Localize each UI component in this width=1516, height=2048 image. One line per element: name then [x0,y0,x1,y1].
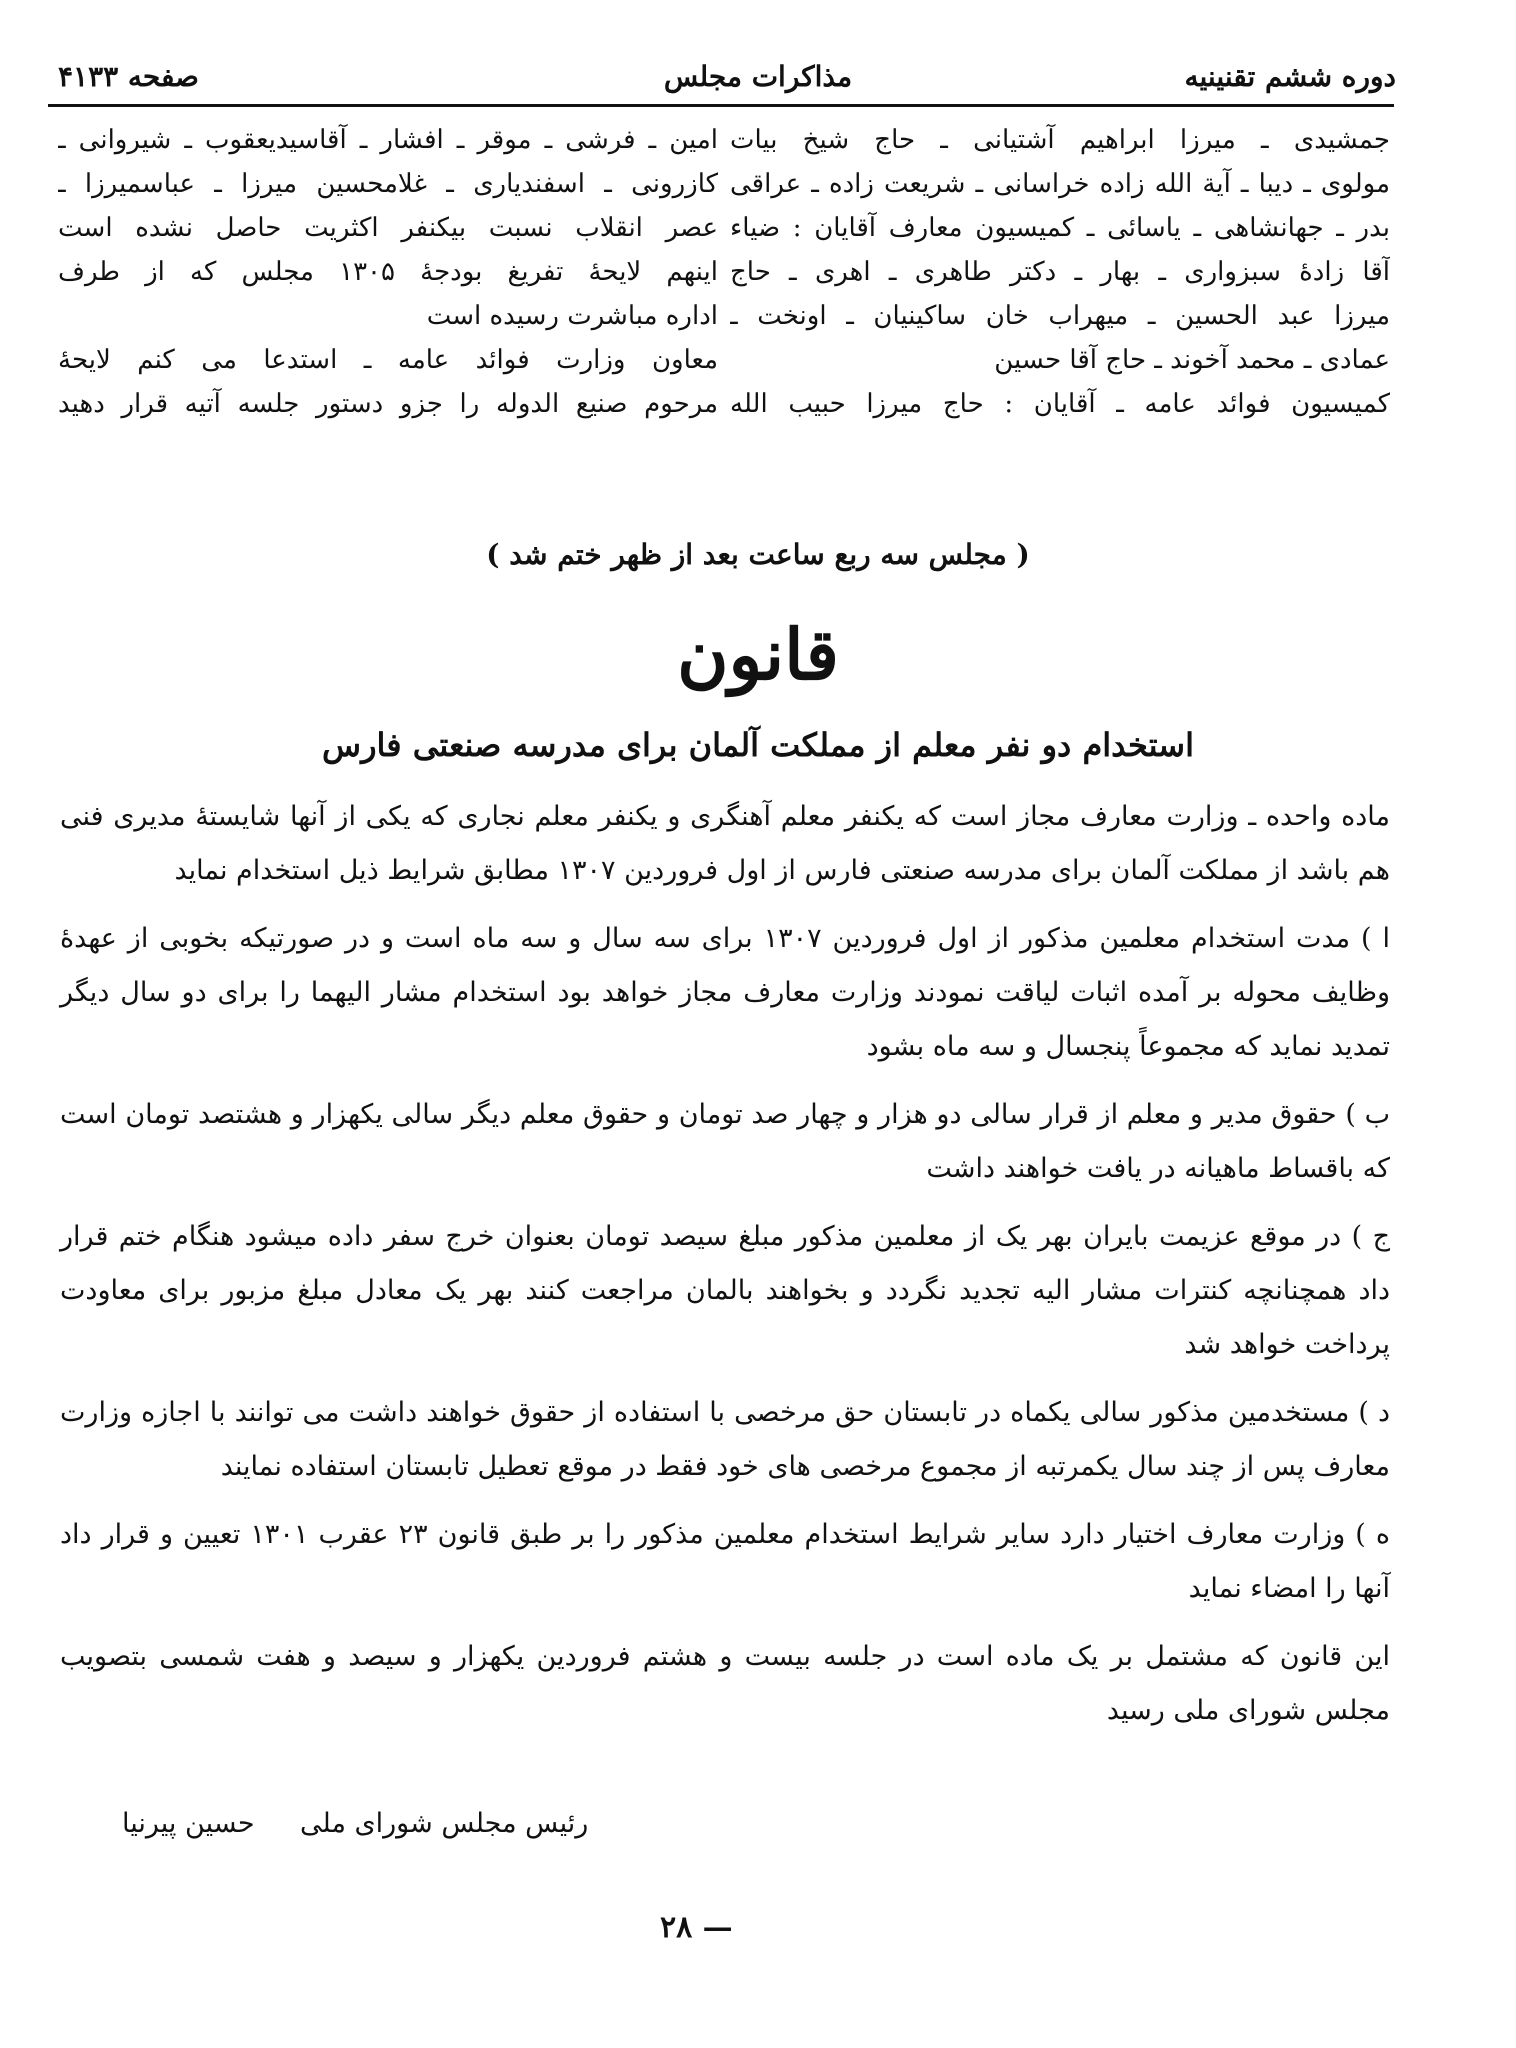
article-paragraph: این قانون که مشتمل بر یک ماده است در جلسه بیست و هشتم فروردین یکهزار و سیصد و هفت شمسی بتصویب مجلس شورای ملی رسید [60,1641,1390,1726]
article-paragraph: د ) مستخدمین مذکور سالی یکماه در تابستان حق مرخصی با استفاده از حقوق خواهند داشت می توانند با اجازه وزارت معارف پس از چند سال یکمرتبه از مجموع مرخصی های خود فقط در موقع تعطیل تابستان استفاده نمایند [60,1397,1390,1482]
session-closing-note: ( مجلس سه ربع ساعت بعد از ظهر ختم شد ) [486,538,1030,571]
signature-name: حسین پیرنیا [122,1808,255,1839]
column-line: آقا زادهٔ سبزواری ـ بهار ـ دکتر طاهری ـ اهری ـ حاج [730,257,1390,287]
column-line: مرحوم صنیع الدوله را جزو دستور جلسه آتیه قرار دهید [58,389,718,419]
column-line: عمادی ـ محمد آخوند ـ حاج آقا حسین [994,345,1390,375]
column-line: مولوی ـ دیبا ـ آیة الله زاده خراسانی ـ شریعت زاده ـ عراقی [730,169,1390,199]
page-ref: صفحه ۴۱۳۳ [58,60,199,93]
column-line: اینهم لایحهٔ تفریغ بودجهٔ ۱۳۰۵ مجلس که از طرف [58,257,718,287]
article-paragraph: ماده واحده ـ وزارت معارف مجاز است که یکنفر معلم آهنگری و یکنفر معلم نجاری که یکی از آنها شایستهٔ مدیری فنی هم باشد از مملکت آلمان برای مدرسه صنعتی فارس از اول فروردین ۱۳۰۷ مطابق شرایط ذیل استخدام نماید [60,801,1390,886]
column-line: معاون وزارت فوائد عامه ـ استدعا می کنم لایحهٔ [58,345,718,375]
column-line: بدر ـ جهانشاهی ـ یاسائی ـ کمیسیون معارف آقایان : ضیاء [730,213,1390,243]
column-line: عصر انقلاب نسبت بیکنفر اکثریت حاصل نشده است [58,213,718,243]
column-line: جمشیدی ـ میرزا ابراهیم آشتیانی ـ حاج شیخ بیات [730,125,1390,155]
article-paragraph: ب ) حقوق مدیر و معلم از قرار سالی دو هزار و چهار صد تومان و حقوق معلم دیگر سالی یکهزار و هشتصد تومان است که باقساط ماهیانه در یافت خواهند داشت [60,1099,1390,1184]
column-line: میرزا عبد الحسین ـ میهراب خان ساکینیان ـ اونخت ـ [730,301,1390,331]
article-paragraph: ا ) مدت استخدام معلمین مذکور از اول فروردین ۱۳۰۷ برای سه سال و سه ماه است و در صورتیکه بخوبی از عهدهٔ وظایف محوله بر آمده اثبات لیاقت نمودند وزارت معارف مجاز خواهد بود استخدام مشار الیهما را برای دو سال دیگر تمدید نماید که مجموعاً پنجسال و سه ماه بشود [60,923,1390,1062]
header-rule [48,104,1394,107]
article-paragraph: ج ) در موقع عزیمت بایران بهر یک از معلمین مذکور مبلغ سیصد تومان بعنوان خرج سفر داده میشود هنگام ختم قرار داد همچنانچه کنترات مشار الیه تجدید نگردد و بخواهند بالمان مراجعت کنند بهر یک معادل مبلغ مزبور برای معاودت پرداخت خواهد شد [60,1221,1390,1360]
signature-title: رئیس مجلس شورای ملی [300,1808,589,1839]
column-line: کمیسیون فوائد عامه ـ آقایان : حاج میرزا حبیب الله [730,389,1390,419]
page-number: — ۲۸ [660,1910,733,1945]
law-title: قانون [677,613,839,696]
column-line: امین ـ فرشی ـ موقر ـ افشار ـ آقاسیدیعقوب ـ شیروانی ـ [58,125,718,155]
law-subtitle: استخدام دو نفر معلم از مملکت آلمان برای مدرسه صنعتی فارس [322,726,1194,764]
article-paragraph: ه ) وزارت معارف اختیار دارد سایر شرایط استخدام معلمین مذکور را بر طبق قانون ۲۳ عقرب ۱۳۰۱ تعیین و قرار داد آنها را امضاء نماید [60,1519,1391,1604]
journal-title: مذاکرات مجلس [663,60,853,93]
column-line: اداره مباشرت رسیده است [426,301,718,331]
column-line: کازرونی ـ اسفندیاری ـ غلامحسین میرزا ـ عباسمیرزا ـ [58,169,718,199]
right-column [730,118,1390,426]
left-column [58,118,718,426]
session-title: دوره ششم تقنینیه [1184,60,1396,93]
law-body [60,790,1390,1752]
